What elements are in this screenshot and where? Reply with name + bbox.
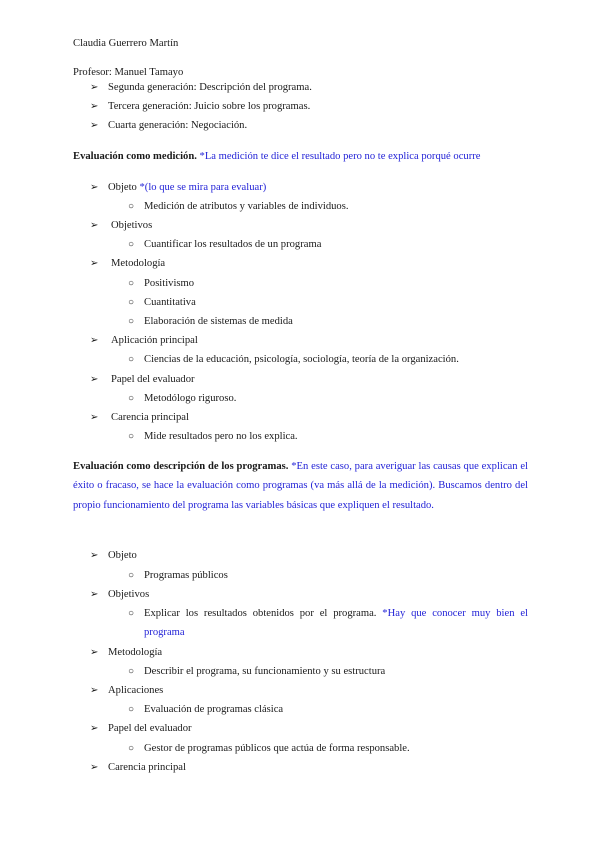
circle-bullet-icon: ○: [128, 666, 135, 677]
list-item: Metodología: [108, 647, 163, 658]
sub-item: Cuantificar los resultados de un programa: [144, 239, 322, 250]
circle-bullet-icon: ○: [128, 297, 135, 308]
item-note: *(lo que se mira para evaluar): [136, 182, 267, 193]
generation-item: Segunda generación: Descripción del programa.: [108, 82, 312, 93]
arrow-bullet-icon: ➢: [90, 685, 99, 696]
arrow-bullet-icon: ➢: [90, 374, 99, 385]
section1-heading-line: [73, 150, 480, 163]
circle-bullet-icon: ○: [128, 316, 135, 327]
author-name: Claudia Guerrero Martín: [73, 38, 179, 49]
arrow-bullet-icon: ➢: [90, 412, 99, 423]
arrow-bullet-icon: ➢: [90, 589, 99, 600]
arrow-bullet-icon: ➢: [90, 182, 99, 193]
list-item: [108, 181, 266, 194]
arrow-bullet-icon: ➢: [90, 647, 99, 658]
section1-heading: Evaluación como medición.: [73, 151, 197, 162]
arrow-bullet-icon: ➢: [90, 258, 99, 269]
list-item: Metodología: [111, 258, 166, 269]
sub-item: Programas públicos: [144, 570, 228, 581]
circle-bullet-icon: ○: [128, 354, 135, 365]
section1-note: *La medición te dice el resultado pero no te explica porqué ocurre: [196, 151, 481, 162]
sub-item: Gestor de programas públicos que actúa de forma responsable.: [144, 743, 410, 754]
arrow-bullet-icon: ➢: [90, 220, 99, 231]
section2-heading: Evaluación como descripción de los programas.: [73, 461, 289, 472]
circle-bullet-icon: ○: [128, 278, 135, 289]
sub-item: Ciencias de la educación, psicología, sociología, teoría de la organización.: [144, 354, 459, 365]
circle-bullet-icon: ○: [128, 431, 135, 442]
list-item: Carencia principal: [108, 762, 186, 773]
circle-bullet-icon: ○: [128, 239, 135, 250]
circle-bullet-icon: ○: [128, 570, 135, 581]
item-label: Objeto: [108, 182, 137, 193]
list-item: Carencia principal: [111, 412, 189, 423]
generation-item: Tercera generación: Juicio sobre los programas.: [108, 101, 311, 112]
section2-note: *En este caso, para averiguar las causas que explican el éxito o fracaso, se hace la evaluación como programas (va más allá de la medición). Buscamos dentro del propio funcionamiento del programa las variables básicas que expliquen el resultado.: [73, 461, 528, 511]
sub-item-note: *Hay que conocer muy bien el programa: [144, 608, 528, 639]
sub-item: Metodólogo riguroso.: [144, 393, 237, 404]
circle-bullet-icon: ○: [128, 393, 135, 404]
section2-paragraph: [73, 457, 528, 515]
arrow-bullet-icon: ➢: [90, 335, 99, 346]
arrow-bullet-icon: ➢: [90, 762, 99, 773]
list-item: Papel del evaluador: [111, 374, 195, 385]
arrow-bullet-icon: ➢: [90, 82, 99, 93]
circle-bullet-icon: ○: [128, 743, 135, 754]
list-item: Aplicación principal: [111, 335, 198, 346]
circle-bullet-icon: ○: [128, 608, 135, 619]
sub-item: Describir el programa, su funcionamiento y su estructura: [144, 666, 386, 677]
list-item: Papel del evaluador: [108, 723, 192, 734]
arrow-bullet-icon: ➢: [90, 550, 99, 561]
sub-item: Medición de atributos y variables de individuos.: [144, 201, 349, 212]
sub-item: Positivismo: [144, 278, 195, 289]
sub-item: Mide resultados pero no los explica.: [144, 431, 298, 442]
list-item: Aplicaciones: [108, 685, 164, 696]
sub-item: Evaluación de programas clásica: [144, 704, 284, 715]
arrow-bullet-icon: ➢: [90, 120, 99, 131]
list-item: Objetivos: [108, 589, 150, 600]
sub-item: Cuantitativa: [144, 297, 196, 308]
generation-item: Cuarta generación: Negociación.: [108, 120, 248, 131]
circle-bullet-icon: ○: [128, 201, 135, 212]
circle-bullet-icon: ○: [128, 704, 135, 715]
arrow-bullet-icon: ➢: [90, 101, 99, 112]
list-item: Objetivos: [111, 220, 153, 231]
arrow-bullet-icon: ➢: [90, 723, 99, 734]
list-item: Objeto: [108, 550, 137, 561]
sub-item: [144, 604, 528, 643]
sub-item: Elaboración de sistemas de medida: [144, 316, 293, 327]
sub-item-text: Explicar los resultados obtenidos por el programa.: [144, 608, 377, 619]
professor-line: Profesor: Manuel Tamayo: [73, 67, 184, 78]
